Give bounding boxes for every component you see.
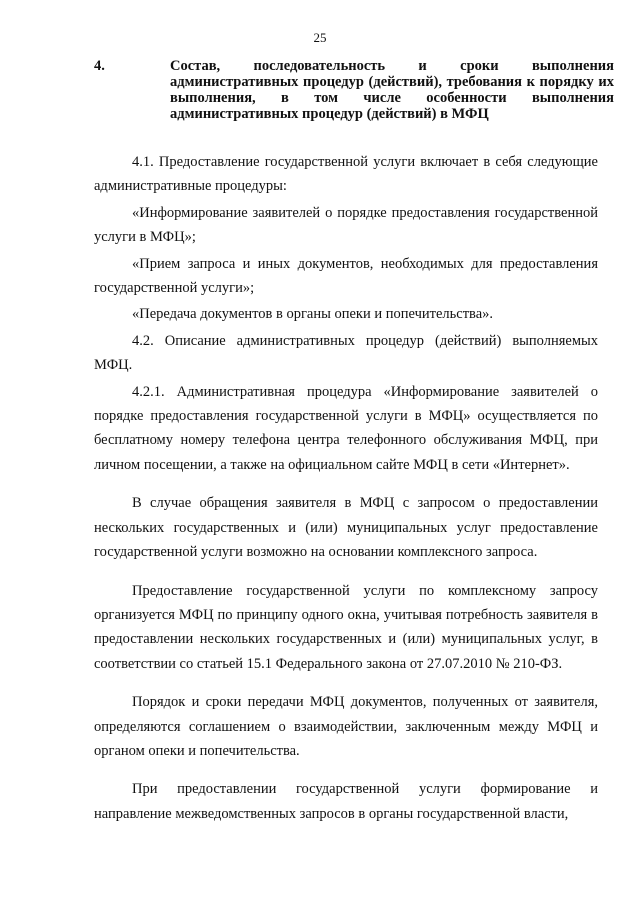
page-number: 25 [313, 30, 327, 45]
section-heading [94, 58, 614, 122]
paragraph-4-2: 4.2. Описание административных процедур (действий) выполняемых МФЦ. [94, 332, 598, 374]
paragraph-interagency-requests: При предоставлении государственной услуги формирование и направление межведомственных запросов в органы государственной власти, [94, 781, 598, 822]
paragraph-4-2-1: 4.2.1. Административная процедура «Информирование заявителей о порядке предоставления государственной услуги в МФЦ» осуществляется по бесплатному номеру телефона центра телефонного обслуживания МФЦ, при личном посещении, а также на официальном сайте МФЦ в сети «Интернет». [94, 383, 598, 473]
paragraph-complex-request: В случае обращения заявителя в МФЦ с запросом о предоставлении нескольких государственных и (или) муниципальных услуг предоставление государственной услуги возможно на основании комплексного запроса. [94, 495, 598, 561]
section-number: 4. [94, 58, 105, 74]
section-title: Состав, последовательность и сроки выполнения административных процедур (действий), требования к порядку их выполнения, в том числе особенности выполнения административных процедур (действий) в МФЦ [170, 58, 614, 122]
paragraph-one-window: Предоставление государственной услуги по комплексному запросу организуется МФЦ по принципу одного окна, учитывая потребность заявителя в предоставлении нескольких государственных и (или) муниципальных услуг, в соответствии со статьей 15.1 Федерального закона от 27.07.2010 № 210-ФЗ. [94, 582, 598, 672]
procedure-item-transfer: «Передача документов в органы опеки и попечительства». [132, 306, 493, 323]
document-body [94, 150, 598, 830]
paragraph-4-1: 4.1. Предоставление государственной услуги включает в себя следующие административные процедуры: [94, 154, 598, 195]
procedure-item-informing: «Информирование заявителей о порядке предоставления государственной услуги в МФЦ»; [94, 204, 598, 246]
paragraph-transfer-terms: Порядок и сроки передачи МФЦ документов, полученных от заявителя, определяются соглашением о взаимодействии, заключенным между МФЦ и органом опеки и попечительства. [94, 694, 598, 759]
procedure-item-reception: «Прием запроса и иных документов, необходимых для предоставления государственной услуги»; [94, 255, 598, 297]
